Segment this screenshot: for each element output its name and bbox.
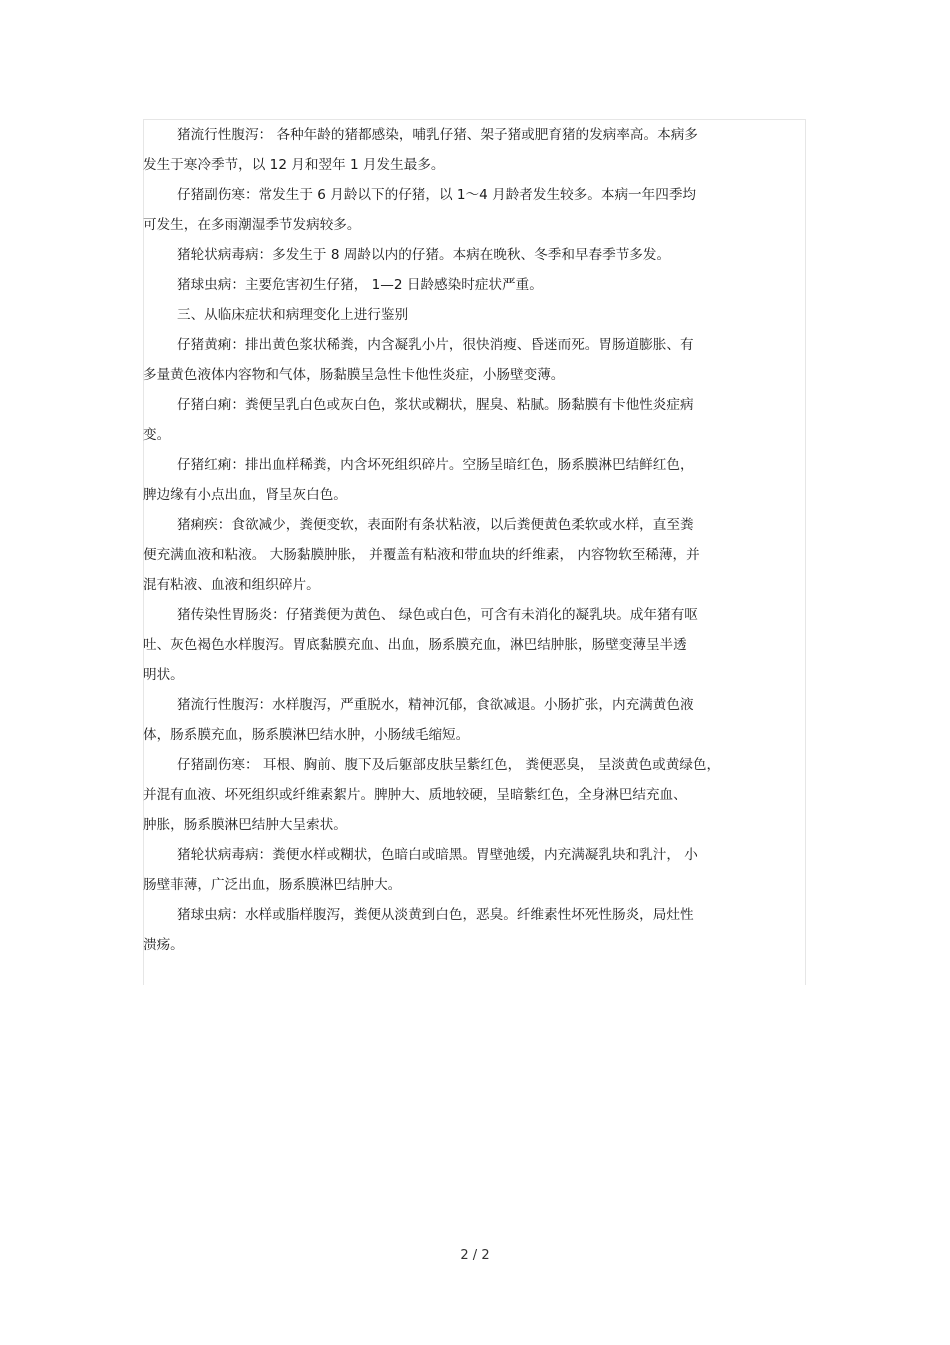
text-line: 溃疡。: [143, 937, 184, 953]
text-line: 肠壁菲薄，广泛出血，肠系膜淋巴结肿大。: [143, 877, 402, 893]
text-line: 猪痢疾：食欲减少，粪便变软，表面附有条状粘液，以后粪便黄色柔软或水样，直至粪: [177, 517, 694, 533]
text-line: 发生于寒冷季节，以 12 月和翌年 1 月发生最多。: [143, 157, 445, 173]
text-line: 并混有血液、坏死组织或纤维素絮片。脾肿大、质地较硬，呈暗紫红色，全身淋巴结充血、: [143, 787, 687, 803]
text-line: 混有粘液、血液和组织碎片。: [143, 577, 320, 593]
text-line: 仔猪副伤寒： 耳根、胸前、腹下及后躯部皮肤呈紫红色， 粪便恶臭， 呈淡黄色或黄绿色，: [177, 757, 721, 773]
text-line: 脾边缘有小点出血，肾呈灰白色。: [143, 487, 347, 503]
text-line: 猪球虫病：水样或脂样腹泻，粪便从淡黄到白色，恶臭。纤维素性坏死性肠炎，局灶性: [177, 907, 694, 923]
text-line: 猪球虫病：主要危害初生仔猪， 1—2 日龄感染时症状严重。: [177, 277, 543, 293]
text-line: 猪轮状病毒病：多发生于 8 周龄以内的仔猪。本病在晚秋、冬季和早春季节多发。: [177, 247, 671, 263]
text-line: 明状。: [143, 667, 184, 683]
text-line: 仔猪红痢：排出血样稀粪，内含坏死组织碎片。空肠呈暗红色，肠系膜淋巴结鲜红色，: [177, 457, 694, 473]
text-line: 便充满血液和粘液。 大肠黏膜肿胀， 并覆盖有粘液和带血块的纤维素， 内容物软至稀薄，并: [143, 547, 700, 563]
text-line: 猪流行性腹泻：水样腹泻，严重脱水，精神沉郁，食欲减退。小肠扩张，内充满黄色液: [177, 697, 694, 713]
text-line: 猪流行性腹泻： 各种年龄的猪都感染，哺乳仔猪、架子猪或肥育猪的发病率高。本病多: [177, 127, 698, 143]
text-line: 三、从临床症状和病理变化上进行鉴别: [177, 307, 409, 323]
text-line: 变。: [143, 427, 171, 443]
text-line: 可发生，在多雨潮湿季节发病较多。: [143, 217, 361, 233]
text-line: 猪轮状病毒病：粪便水样或糊状，色暗白或暗黑。胃壁弛缓，内充满凝乳块和乳汁， 小: [177, 847, 698, 863]
text-line: 多量黄色液体内容物和气体，肠黏膜呈急性卡他性炎症，小肠壁变薄。: [143, 367, 565, 383]
text-line: 体，肠系膜充血，肠系膜淋巴结水肿，小肠绒毛缩短。: [143, 727, 470, 743]
document-body: [143, 120, 798, 960]
text-line: 仔猪白痢：粪便呈乳白色或灰白色，浆状或糊状，腥臭、粘腻。肠黏膜有卡他性炎症病: [177, 397, 694, 413]
text-line: 仔猪黄痢：排出黄色浆状稀粪，内含凝乳小片，很快消瘦、昏迷而死。胃肠道膨胀、有: [177, 337, 694, 353]
text-line: 仔猪副伤寒：常发生于 6 月龄以下的仔猪，以 1～4 月龄者发生较多。本病一年四季均: [177, 187, 697, 203]
text-line: 猪传染性胃肠炎：仔猪粪便为黄色、 绿色或白色，可含有未消化的凝乳块。成年猪有呕: [177, 607, 698, 623]
text-line: 吐、灰色褐色水样腹泻。胃底黏膜充血、出血，肠系膜充血，淋巴结肿胀，肠壁变薄呈半透: [143, 637, 687, 653]
page-number: 2 / 2: [460, 1248, 490, 1263]
text-line: 肿胀，肠系膜淋巴结肿大呈索状。: [143, 817, 347, 833]
